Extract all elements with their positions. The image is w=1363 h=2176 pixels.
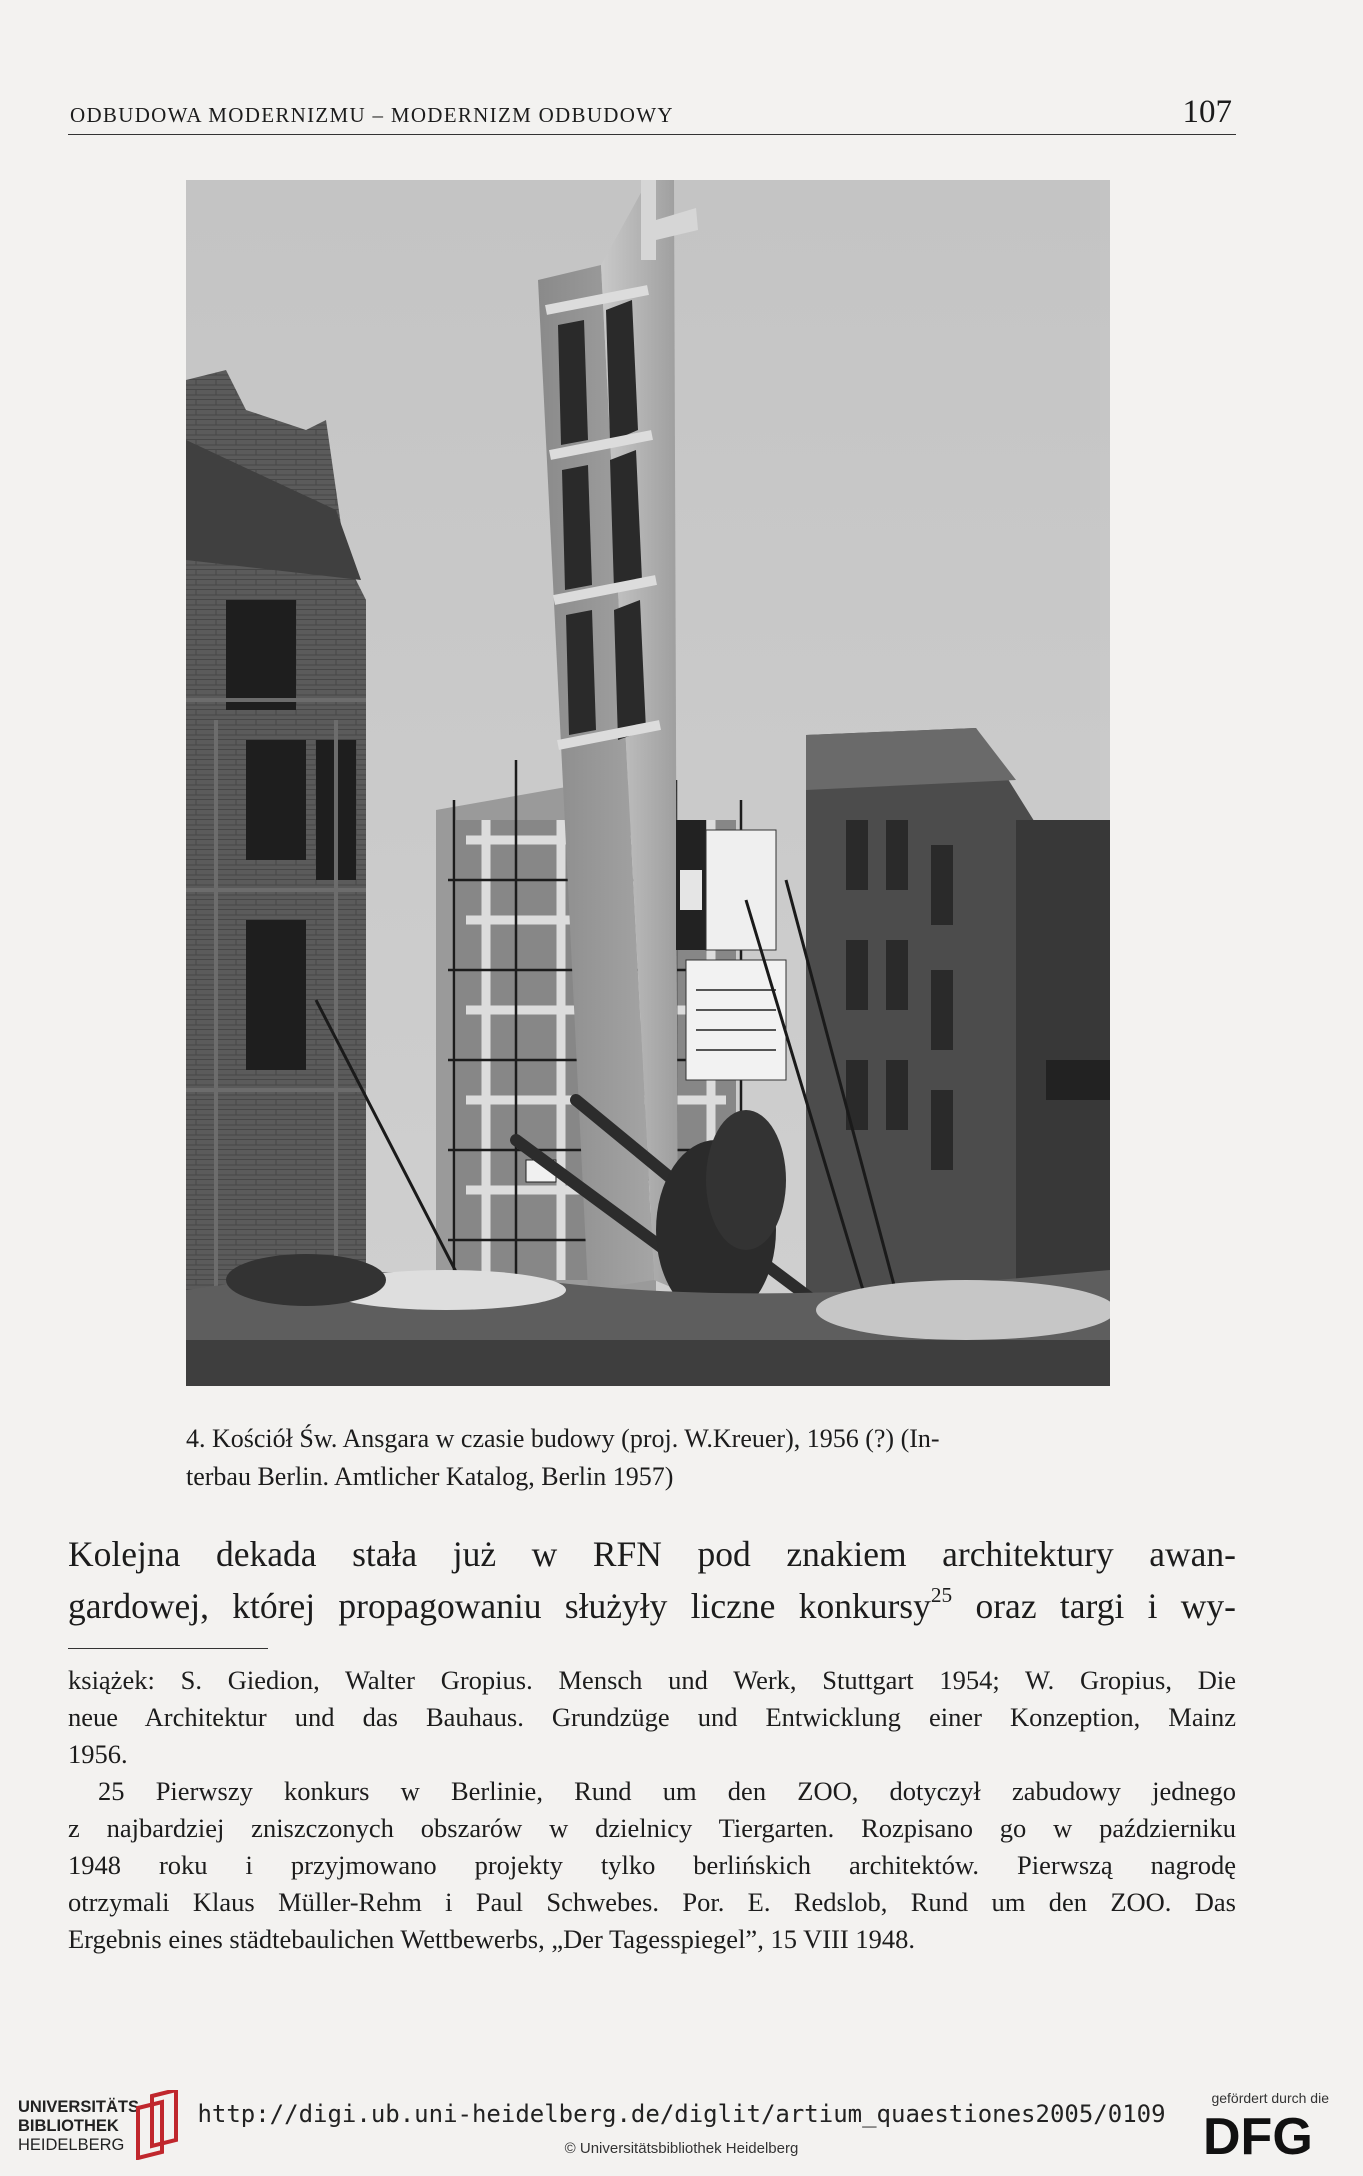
body-text: oraz targi i wy- [952,1586,1237,1626]
footnotes [68,1662,1236,1958]
footnote-line: 1956. [68,1739,128,1769]
page-number: 107 [1182,94,1232,130]
footnote-separator [68,1648,268,1649]
footnote-line: z najbardziej zniszczonych obszarów w dzielnicy Tiergarten. Rozpisano go w październiku [68,1813,1236,1843]
running-title: ODBUDOWA MODERNIZMU – MODERNIZM ODBUDOWY [70,103,674,127]
dfg-logo-text: DFG [1203,2110,1313,2160]
permalink-url[interactable]: http://digi.ub.uni-heidelberg.de/diglit/artium_quaestiones2005/0109 [197,2100,1166,2128]
church-construction-photo [186,180,1110,1386]
footnote-line: 1948 roku i przyjmowano projekty tylko berlińskich architektów. Pierwszą nagrodę [68,1850,1236,1880]
funding-label: gefördert durch die [1211,2090,1329,2106]
footnote-line: Ergebnis eines städtebaulichen Wettbewerbs, „Der Tagesspiegel”, 15 VIII 1948. [68,1924,915,1954]
library-name-line: UNIVERSITÄTS- [18,2098,145,2116]
footer [0,2076,1363,2176]
body-line: Kolejna dekada stała już w RFN pod znakiem architektury awan- [68,1534,1236,1574]
caption-line: 4. Kościół Św. Ansgara w czasie budowy (proj. W.Kreuer), 1956 (?) (In- [186,1424,940,1453]
footnote-line: otrzymali Klaus Müller-Rehm i Paul Schwebes. Por. E. Redslob, Rund um den ZOO. Das [68,1887,1236,1917]
library-name-line: BIBLIOTHEK [18,2117,119,2135]
library-name-line: HEIDELBERG [18,2136,125,2154]
body-paragraph [68,1528,1236,1632]
dfg-logo-icon [1203,2110,1333,2160]
footnote-line: 25 Pierwszy konkurs w Berlinie, Rund um den ZOO, dotyczył zabudowy jednego [98,1776,1236,1806]
caption-line: terbau Berlin. Amtlicher Katalog, Berlin 1957) [186,1462,674,1491]
figure-caption [186,1420,1110,1496]
footnote-ref-25: 25 [930,1583,953,1608]
body-line [68,1580,1236,1632]
body-text: gardowej, której propagowaniu służyły liczne konkursy [68,1586,931,1626]
footnote-line: książek: S. Giedion, Walter Gropius. Mensch und Werk, Stuttgart 1954; W. Gropius, Die [68,1665,1236,1695]
page-header [68,90,1236,135]
copyright-notice: © Universitätsbibliothek Heidelberg [564,2140,799,2157]
footnote-line: neue Architektur und das Bauhaus. Grundzüge und Entwicklung einer Konzeption, Mainz [68,1702,1236,1732]
